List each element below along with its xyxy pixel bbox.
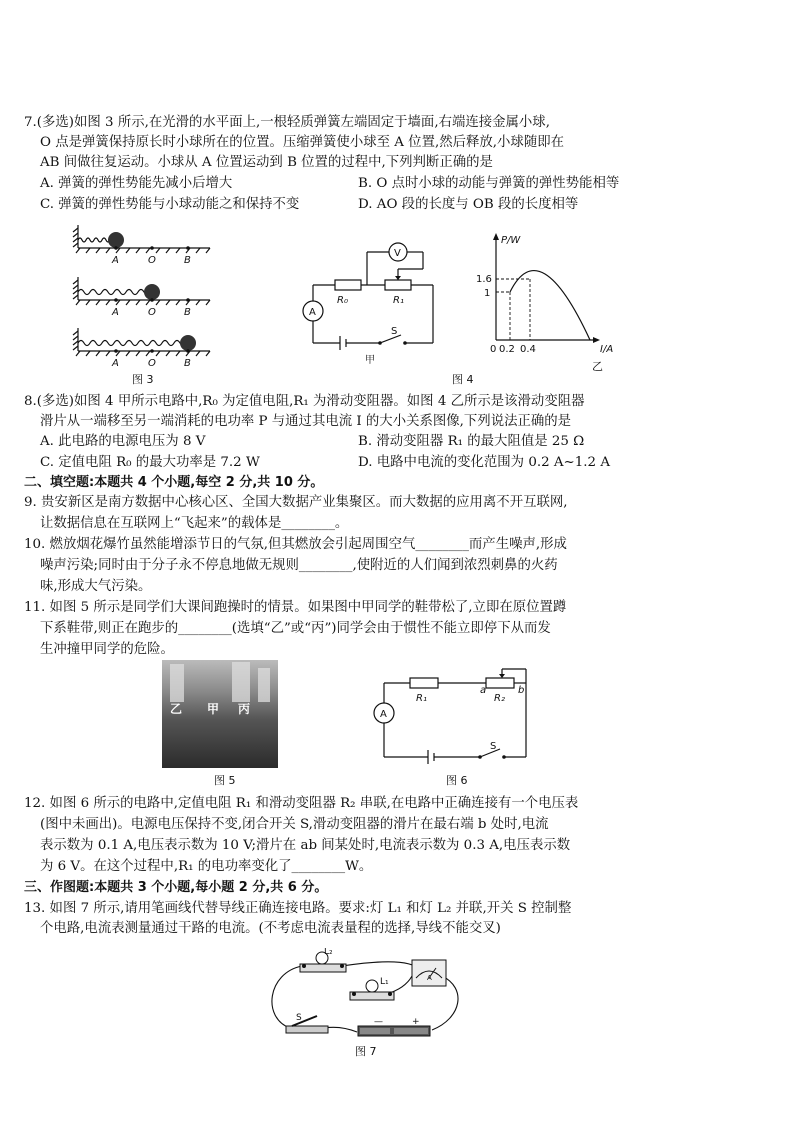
- svg-text:S: S: [490, 741, 497, 752]
- svg-text:b: b: [518, 685, 525, 696]
- svg-text:V: V: [394, 248, 401, 259]
- svg-text:R₂: R₂: [494, 693, 505, 704]
- figure-4-power-current-graph: [470, 232, 630, 358]
- svg-text:A: A: [112, 358, 119, 369]
- svg-text:A: A: [309, 307, 316, 318]
- svg-text:B: B: [184, 307, 191, 318]
- section-3-heading: 三、作图题:本题共 3 个小题,每小题 2 分,共 6 分。: [24, 880, 328, 895]
- figure-3-caption: 图 3: [132, 373, 154, 386]
- svg-text:0.4: 0.4: [520, 344, 536, 355]
- svg-text:—: —: [374, 1017, 383, 1027]
- q7-line2: O 点是弹簧保持原长时小球所在的位置。压缩弹簧使小球至 A 位置,然后释放,小球随即在: [40, 135, 564, 150]
- svg-text:0: 0: [490, 344, 497, 355]
- q11-line1: 11. 如图 5 所示是同学们大课间跑操时的情景。如果图中甲同学的鞋带松了,立即在原位置蹲: [24, 600, 567, 615]
- q12-line2: (图中未画出)。电源电压保持不变,闭合开关 S,滑动变阻器的滑片在最右端 b 处时,电流: [40, 817, 549, 832]
- svg-text:R₁: R₁: [393, 295, 404, 306]
- svg-text:B: B: [184, 255, 191, 266]
- q8-option-d: D. 电路中电流的变化范围为 0.2 A~1.2 A: [358, 455, 610, 470]
- student-b-label: 乙: [170, 702, 183, 716]
- section-2-heading: 二、填空题:本题共 4 个小题,每空 2 分,共 10 分。: [24, 475, 324, 490]
- q7-option-c: C. 弹簧的弹性势能与小球动能之和保持不变: [40, 197, 300, 212]
- svg-text:R₀: R₀: [337, 295, 348, 306]
- figure-3-spring-diagram: [70, 220, 220, 370]
- q8-option-b: B. 滑动变阻器 R₁ 的最大阻值是 25 Ω: [358, 434, 585, 449]
- q8-option-c: C. 定值电阻 R₀ 的最大功率是 7.2 W: [40, 455, 260, 470]
- q13-line1: 13. 如图 7 所示,请用笔画线代替导线正确连接电路。要求:灯 L₁ 和灯 L₂ 并联,开关 S 控制整: [24, 901, 572, 916]
- svg-text:a: a: [480, 685, 487, 696]
- figure-4-graph-label: 乙: [592, 360, 603, 373]
- battery-icon: [358, 1026, 430, 1036]
- student-a-label: 甲: [207, 702, 220, 716]
- q7-line1: 7.(多选)如图 3 所示,在光滑的水平面上,一根轻质弹簧左端固定于墙面,右端连接金属小球,: [24, 115, 550, 130]
- student-c-label: 丙: [238, 702, 251, 716]
- q12-line3: 表示数为 0.1 A,电压表示数为 10 V;滑片在 ab 间某处时,电流表示数为 0.3 A,电压表示数: [40, 838, 571, 853]
- q9-line1: 9. 贵安新区是南方数据中心核心区、全国大数据产业集聚区。而大数据的应用离不开互联网,: [24, 495, 568, 510]
- ammeter-icon: [412, 960, 446, 986]
- svg-text:O: O: [148, 255, 156, 266]
- q12-line1: 12. 如图 6 所示的电路中,定值电阻 R₁ 和滑动变阻器 R₂ 串联,在电路中正确连接有一个电压表: [24, 796, 579, 811]
- svg-text:A: A: [427, 974, 432, 982]
- q12-line4: 为 6 V。在这个过程中,R₁ 的电功率变化了________W。: [40, 859, 373, 874]
- svg-text:L₂: L₂: [324, 948, 333, 957]
- figure-7-caption: 图 7: [355, 1045, 377, 1058]
- figure-6-circuit: [370, 665, 540, 770]
- q7-option-a: A. 弹簧的弹性势能先减小后增大: [40, 176, 233, 191]
- fig3-label-a: A: [112, 255, 119, 266]
- svg-text:1: 1: [484, 288, 491, 299]
- svg-text:甲: 甲: [365, 355, 375, 365]
- figure-6-caption: 图 6: [446, 774, 468, 787]
- figure-5-photo: [162, 660, 278, 768]
- figure-7-components: [262, 948, 467, 1043]
- q8-line2: 滑片从一端移至另一端消耗的电功率 P 与通过其电流 I 的大小关系图像,下列说法正确的是: [40, 414, 572, 429]
- svg-text:B: B: [184, 358, 191, 369]
- svg-text:S: S: [391, 326, 398, 337]
- svg-text:L₁: L₁: [380, 977, 389, 987]
- figure-4-caption: 图 4: [452, 373, 474, 386]
- switch-icon: [286, 1016, 328, 1033]
- q8-line1: 8.(多选)如图 4 甲所示电路中,R₀ 为定值电阻,R₁ 为滑动变阻器。如图 4 乙所示是该滑动变阻器: [24, 394, 585, 409]
- q8-option-a: A. 此电路的电源电压为 8 V: [40, 434, 206, 449]
- svg-text:A: A: [112, 307, 119, 318]
- figure-4-circuit: [295, 235, 440, 365]
- q10-line2: 噪声污染;同时由于分子永不停息地做无规则________,使附近的人们闻到浓烈刺鼻的火药: [40, 558, 558, 573]
- svg-text:P/W: P/W: [501, 235, 521, 246]
- q10-line1: 10. 燃放烟花爆竹虽然能增添节日的气氛,但其燃放会引起周围空气________而产生噪声,形成: [24, 537, 567, 552]
- svg-text:I/A: I/A: [600, 344, 614, 355]
- q9-line2: 让数据信息在互联网上“飞起来”的载体是________。: [40, 516, 349, 531]
- q7-option-d: D. AO 段的长度与 OB 段的长度相等: [358, 197, 579, 212]
- svg-text:R₁: R₁: [416, 693, 427, 704]
- svg-text:A: A: [380, 709, 387, 720]
- q7-line3: AB 间做往复运动。小球从 A 位置运动到 B 位置的过程中,下列判断正确的是: [40, 155, 493, 170]
- q7-option-b: B. O 点时小球的动能与弹簧的弹性势能相等: [358, 176, 620, 191]
- q13-line2: 个电路,电流表测量通过干路的电流。(不考虑电流表量程的选择,导线不能交叉): [40, 921, 501, 936]
- svg-text:+: +: [412, 1017, 420, 1027]
- q10-line3: 味,形成大气污染。: [40, 579, 152, 594]
- svg-text:0.2: 0.2: [499, 344, 515, 355]
- figure-5-caption: 图 5: [214, 774, 236, 787]
- svg-text:1.6: 1.6: [476, 274, 492, 285]
- svg-text:O: O: [148, 358, 156, 369]
- q11-line2: 下系鞋带,则正在跑步的________(选填“乙”或“丙”)同学会由于惯性不能立即停下从而发: [40, 621, 551, 636]
- svg-text:S: S: [296, 1013, 302, 1023]
- q11-line3: 生冲撞甲同学的危险。: [40, 642, 174, 657]
- lamp-l2: [300, 952, 346, 972]
- svg-text:O: O: [148, 307, 156, 318]
